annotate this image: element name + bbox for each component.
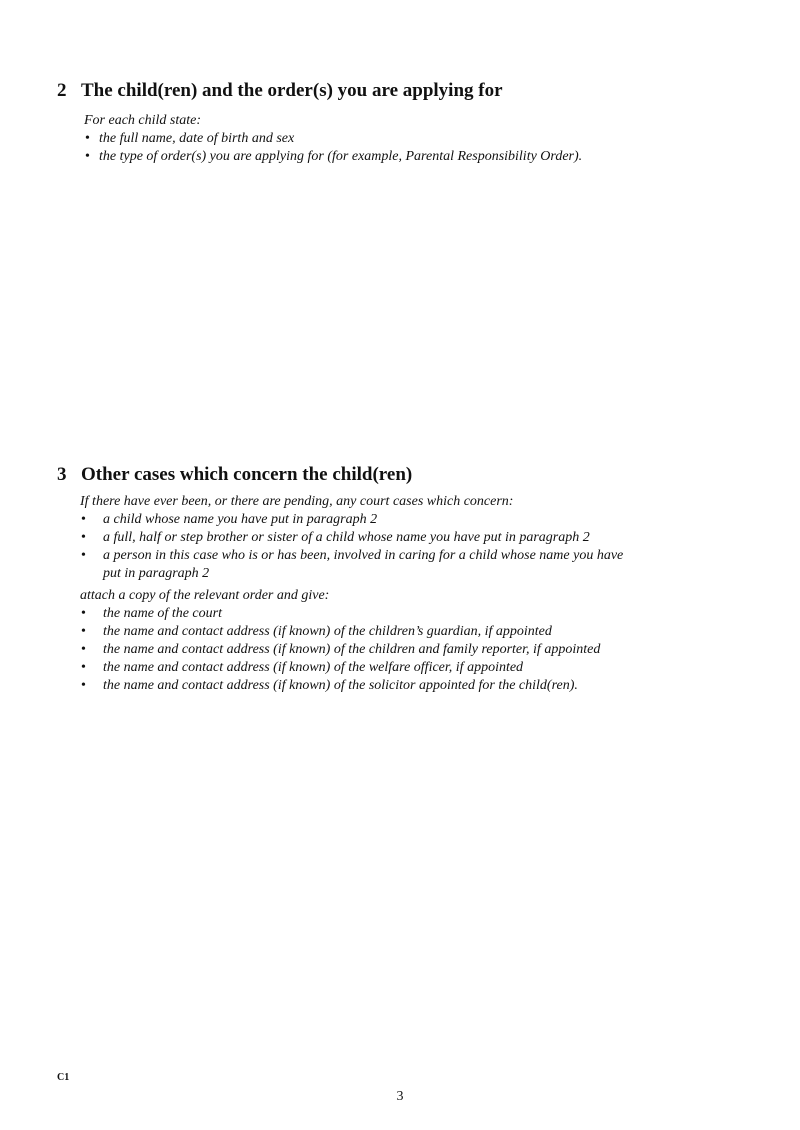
list-item-text: the name of the court bbox=[103, 606, 222, 621]
list-item bbox=[0, 148, 800, 166]
list-item-text: the name and contact address (if known) of the solicitor appointed for the child(ren). bbox=[103, 678, 578, 693]
bullet-icon: • bbox=[85, 149, 90, 164]
list-item bbox=[0, 511, 643, 529]
bullet-icon: • bbox=[81, 606, 86, 621]
list-item-text: the full name, date of birth and sex bbox=[99, 131, 295, 146]
list-item bbox=[0, 641, 643, 659]
section-3-heading bbox=[0, 463, 800, 487]
section-2-heading bbox=[0, 79, 800, 103]
section-2-title: The child(ren) and the order(s) you are applying for bbox=[81, 80, 503, 101]
list-item bbox=[0, 659, 643, 677]
section-3-intro-2: attach a copy of the relevant order and give: bbox=[80, 588, 330, 603]
list-item-text: the type of order(s) you are applying for (for example, Parental Responsibility Order). bbox=[99, 149, 583, 164]
list-item bbox=[0, 130, 800, 148]
page-number: 3 bbox=[396, 1089, 404, 1104]
bullet-icon: • bbox=[81, 660, 86, 675]
bullet-icon: • bbox=[81, 512, 86, 527]
section-2 bbox=[0, 79, 800, 166]
bullet-icon: • bbox=[85, 131, 90, 146]
section-3 bbox=[0, 463, 800, 695]
list-item bbox=[0, 623, 643, 641]
list-item bbox=[0, 677, 643, 695]
list-item bbox=[0, 605, 643, 623]
bullet-icon: • bbox=[81, 642, 86, 657]
section-2-bullet-list bbox=[0, 130, 800, 166]
list-item-text: the name and contact address (if known) of the welfare officer, if appointed bbox=[103, 660, 524, 675]
bullet-icon: • bbox=[81, 624, 86, 639]
list-item-text: a child whose name you have put in paragraph 2 bbox=[103, 512, 378, 527]
section-3-bullet-list-a bbox=[0, 511, 800, 583]
section-3-bullet-list-b bbox=[0, 605, 800, 695]
section-2-number: 2 bbox=[57, 80, 67, 101]
bullet-icon: • bbox=[81, 678, 86, 693]
list-item bbox=[0, 547, 643, 583]
list-item-text: a person in this case who is or has been, involved in caring for a child whose name you have put in paragraph 2 bbox=[103, 548, 624, 581]
bullet-icon: • bbox=[81, 548, 86, 563]
section-2-intro: For each child state: bbox=[84, 113, 202, 128]
section-3-intro: If there have ever been, or there are pending, any court cases which concern: bbox=[80, 494, 514, 509]
bullet-icon: • bbox=[81, 530, 86, 545]
list-item-text: the name and contact address (if known) of the children and family reporter, if appointed bbox=[103, 642, 601, 657]
section-3-number: 3 bbox=[57, 464, 67, 485]
form-code: C1 bbox=[57, 1072, 70, 1083]
list-item-text: the name and contact address (if known) of the children’s guardian, if appointed bbox=[103, 624, 552, 639]
list-item-text: a full, half or step brother or sister of a child whose name you have put in paragraph 2 bbox=[103, 530, 590, 545]
section-3-title: Other cases which concern the child(ren) bbox=[81, 464, 413, 485]
list-item bbox=[0, 529, 643, 547]
